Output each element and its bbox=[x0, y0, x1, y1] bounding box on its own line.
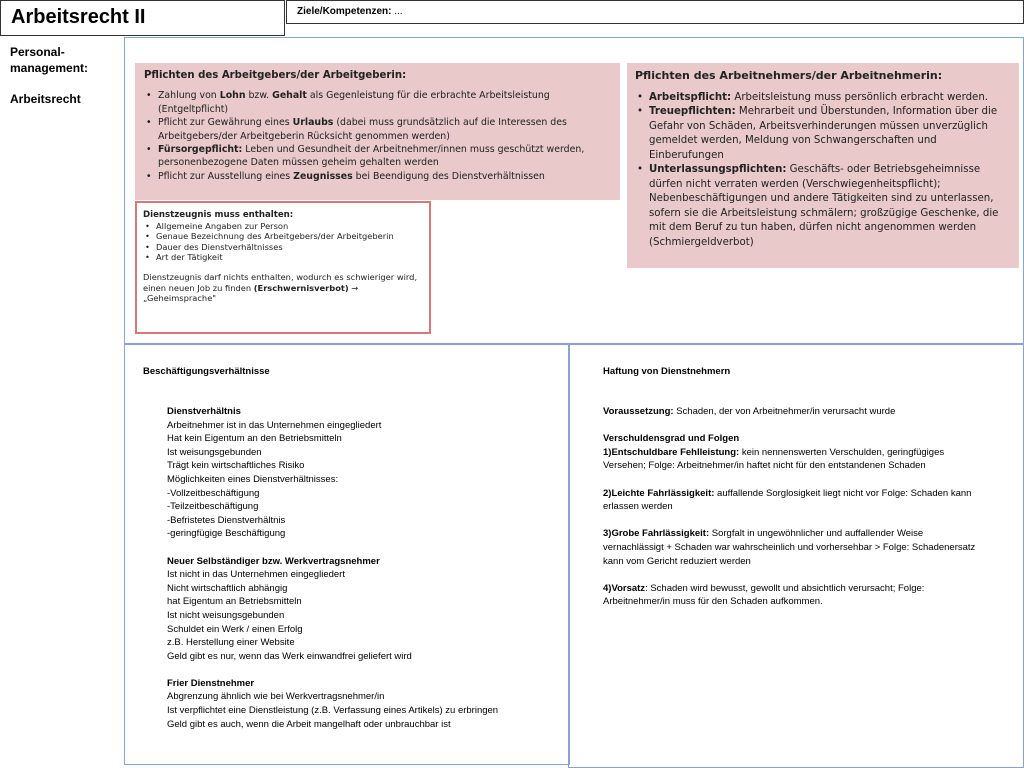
sidebar-label-personnel-part1: Personal- bbox=[10, 45, 65, 59]
liability-item: 2)Leichte Fahrlässigkeit: auffallende Sorglosigkeit liegt nicht vor Folge: Schaden kann erlassen werden bbox=[603, 487, 972, 513]
goals-line bbox=[297, 6, 403, 17]
text-line: -Vollzeitbeschäftigung bbox=[167, 487, 260, 499]
list-item: • Arbeitspflicht: Arbeitsleistung muss persönlich erbracht werden. bbox=[649, 91, 1007, 106]
employer-duties-list bbox=[144, 89, 610, 183]
prerequisite: Voraussetzung: Schaden, der von Arbeitnehmer/in verursacht wurde bbox=[603, 406, 896, 417]
employee-duties-list bbox=[635, 91, 1007, 251]
list-item: • Unterlassungspflichten: Geschäfts- oder Betriebsgeheimnisse dürfen nicht verraten werden (Verschwiegenheitspflicht); Nebenbeschäftigungen und andere Tätigkeiten sind zu unterlassen, sofern sie die Arbeitsleistung schmälern; großzügige Geschenke, die mit dem Beruf zu tun haben, dürfen nicht angenommen werden (Schmiergeldverbot) bbox=[649, 163, 1007, 250]
text-line: Ist weisungsgebunden bbox=[167, 446, 262, 458]
text-line: Hat kein Eigentum an den Betriebsmitteln bbox=[167, 433, 342, 445]
list-item: • Pflicht zur Ausstellung eines Zeugnisses bei Beendigung des Dienstverhältnissen bbox=[158, 170, 610, 183]
text-line: Geld gibt es auch, wenn die Arbeit mangelhaft oder unbrauchbar ist bbox=[167, 718, 451, 730]
list-item: • Dauer des Dienstverhältnisses bbox=[156, 242, 423, 253]
list-item: • Genaue Bezeichnung des Arbeitgebers/der Arbeitgeberin bbox=[156, 231, 423, 242]
list-item: • Art der Tätigkeit bbox=[156, 252, 423, 263]
section-heading: Frier Dienstnehmer bbox=[167, 677, 255, 689]
liability-item: 3)Grobe Fahrlässigkeit: Sorgfalt in ungewöhnlicher und auffallender Weise vernachlässigt + Schaden war wahrscheinlich und vorhersehbar > Folge: Schadenersatz kann vom Gericht reduziert werden bbox=[603, 528, 976, 567]
section-heading: Verschuldensgrad und Folgen bbox=[603, 433, 740, 445]
reference-heading: Dienstzeugnis muss enthalten: bbox=[143, 210, 294, 220]
text-line: Möglichkeiten eines Dienstverhältnisses: bbox=[167, 473, 339, 485]
text-line: hat Eigentum an Betriebsmitteln bbox=[167, 596, 302, 608]
section-heading: Neuer Selbständiger bzw. Werkvertragsnehmer bbox=[167, 555, 380, 567]
list-item: • Zahlung von Lohn bzw. Gehalt als Gegenleistung für die erbrachte Arbeitsleistung (Entgeltpflicht) bbox=[158, 89, 610, 116]
sidebar-label-labour-law: Arbeitsrecht bbox=[10, 92, 81, 106]
list-item: • Treuepflichten: Mehrarbeit und Überstunden, Information über die Gefahr von Schäden, Arbeitsverhinderungen müssen unverzüglich gemeldet werden, Meldung von Schwangerschaften und Einberufungen bbox=[649, 105, 1007, 163]
goals-label: Ziele/Kompetenzen: bbox=[297, 6, 392, 17]
reference-box bbox=[135, 201, 431, 334]
employee-duties-box bbox=[627, 63, 1019, 268]
text-line: Ist nicht weisungsgebunden bbox=[167, 609, 285, 621]
goals-box bbox=[286, 0, 1024, 24]
employer-duties-box bbox=[135, 63, 620, 200]
reference-note: Dienstzeugnis darf nichts enthalten, wodurch es schwieriger wird, einen neuen Job zu finden (Erschwernisverbot) → „Geheimsprache" bbox=[143, 271, 418, 304]
text-line: -Befristetes Dienstverhältnis bbox=[167, 514, 286, 526]
text-line: Trägt kein wirtschaftliches Risiko bbox=[167, 460, 305, 472]
sidebar-label-personnel-part2: management: bbox=[10, 61, 89, 75]
reference-list bbox=[143, 221, 423, 263]
employer-duties-heading: Pflichten des Arbeitgebers/der Arbeitgeberin: bbox=[144, 70, 407, 81]
employment-title: Beschäftigungsverhältnisse bbox=[143, 366, 270, 377]
text-line: Geld gibt es nur, wenn das Werk einwandfrei geliefert wird bbox=[167, 650, 412, 662]
list-item: • Pflicht zur Gewährung eines Urlaubs (dabei muss grundsätzlich auf die Interessen des Arbeitgebers/der Arbeitgeberin Rücksicht genommen werden) bbox=[158, 116, 610, 143]
page-title: Arbeitsrecht II bbox=[11, 6, 146, 28]
list-item: • Fürsorgepflicht: Leben und Gesundheit der Arbeitnehmer/innen muss geschützt werden, personenbezogene Daten müssen geheim gehalten werden bbox=[158, 143, 610, 170]
liability-item: 1)Entschuldbare Fehlleistung: kein nennenswerten Verschulden, geringfügiges Versehen; Folge: Arbeitnehmer/in haftet nicht für den entstandenen Schaden bbox=[603, 446, 945, 472]
text-line: Ist verpflichtet eine Dienstleistung (z.B. Verfassung eines Artikels) zu erbringen bbox=[167, 705, 499, 717]
liability-item: 4)Vorsatz: Schaden wird bewusst, gewollt und absichtlich verursacht; Folge: Arbeitnehmer/in muss für den Schaden aufkommen. bbox=[603, 582, 925, 608]
liability-title: Haftung von Dienstnehmern bbox=[603, 366, 731, 377]
text-line: Ist nicht in das Unternehmen eingegliedert bbox=[167, 569, 345, 581]
title-box bbox=[0, 0, 285, 36]
text-line: -geringfügige Beschäftigung bbox=[167, 528, 286, 540]
section-heading: Dienstverhältnis bbox=[167, 406, 241, 417]
employee-duties-heading: Pflichten des Arbeitnehmers/der Arbeitnehmerin: bbox=[635, 69, 943, 82]
text-line: Arbeitnehmer ist in das Unternehmen eingegliedert bbox=[167, 419, 382, 431]
text-line: Nicht wirtschaftlich abhängig bbox=[167, 582, 288, 594]
list-item: • Allgemeine Angaben zur Person bbox=[156, 221, 423, 232]
goals-value: ... bbox=[394, 6, 403, 17]
text-line: Schuldet ein Werk / einen Erfolg bbox=[167, 623, 303, 635]
sidebar-label-personnel bbox=[10, 44, 110, 76]
liability-content bbox=[603, 405, 983, 609]
text-line: Abgrenzung ähnlich wie bei Werkvertragsnehmer/in bbox=[167, 691, 385, 703]
employment-content bbox=[167, 405, 557, 731]
text-line: z.B. Herstellung einer Website bbox=[167, 637, 295, 649]
text-line: -Teilzeitbeschäftigung bbox=[167, 501, 259, 513]
